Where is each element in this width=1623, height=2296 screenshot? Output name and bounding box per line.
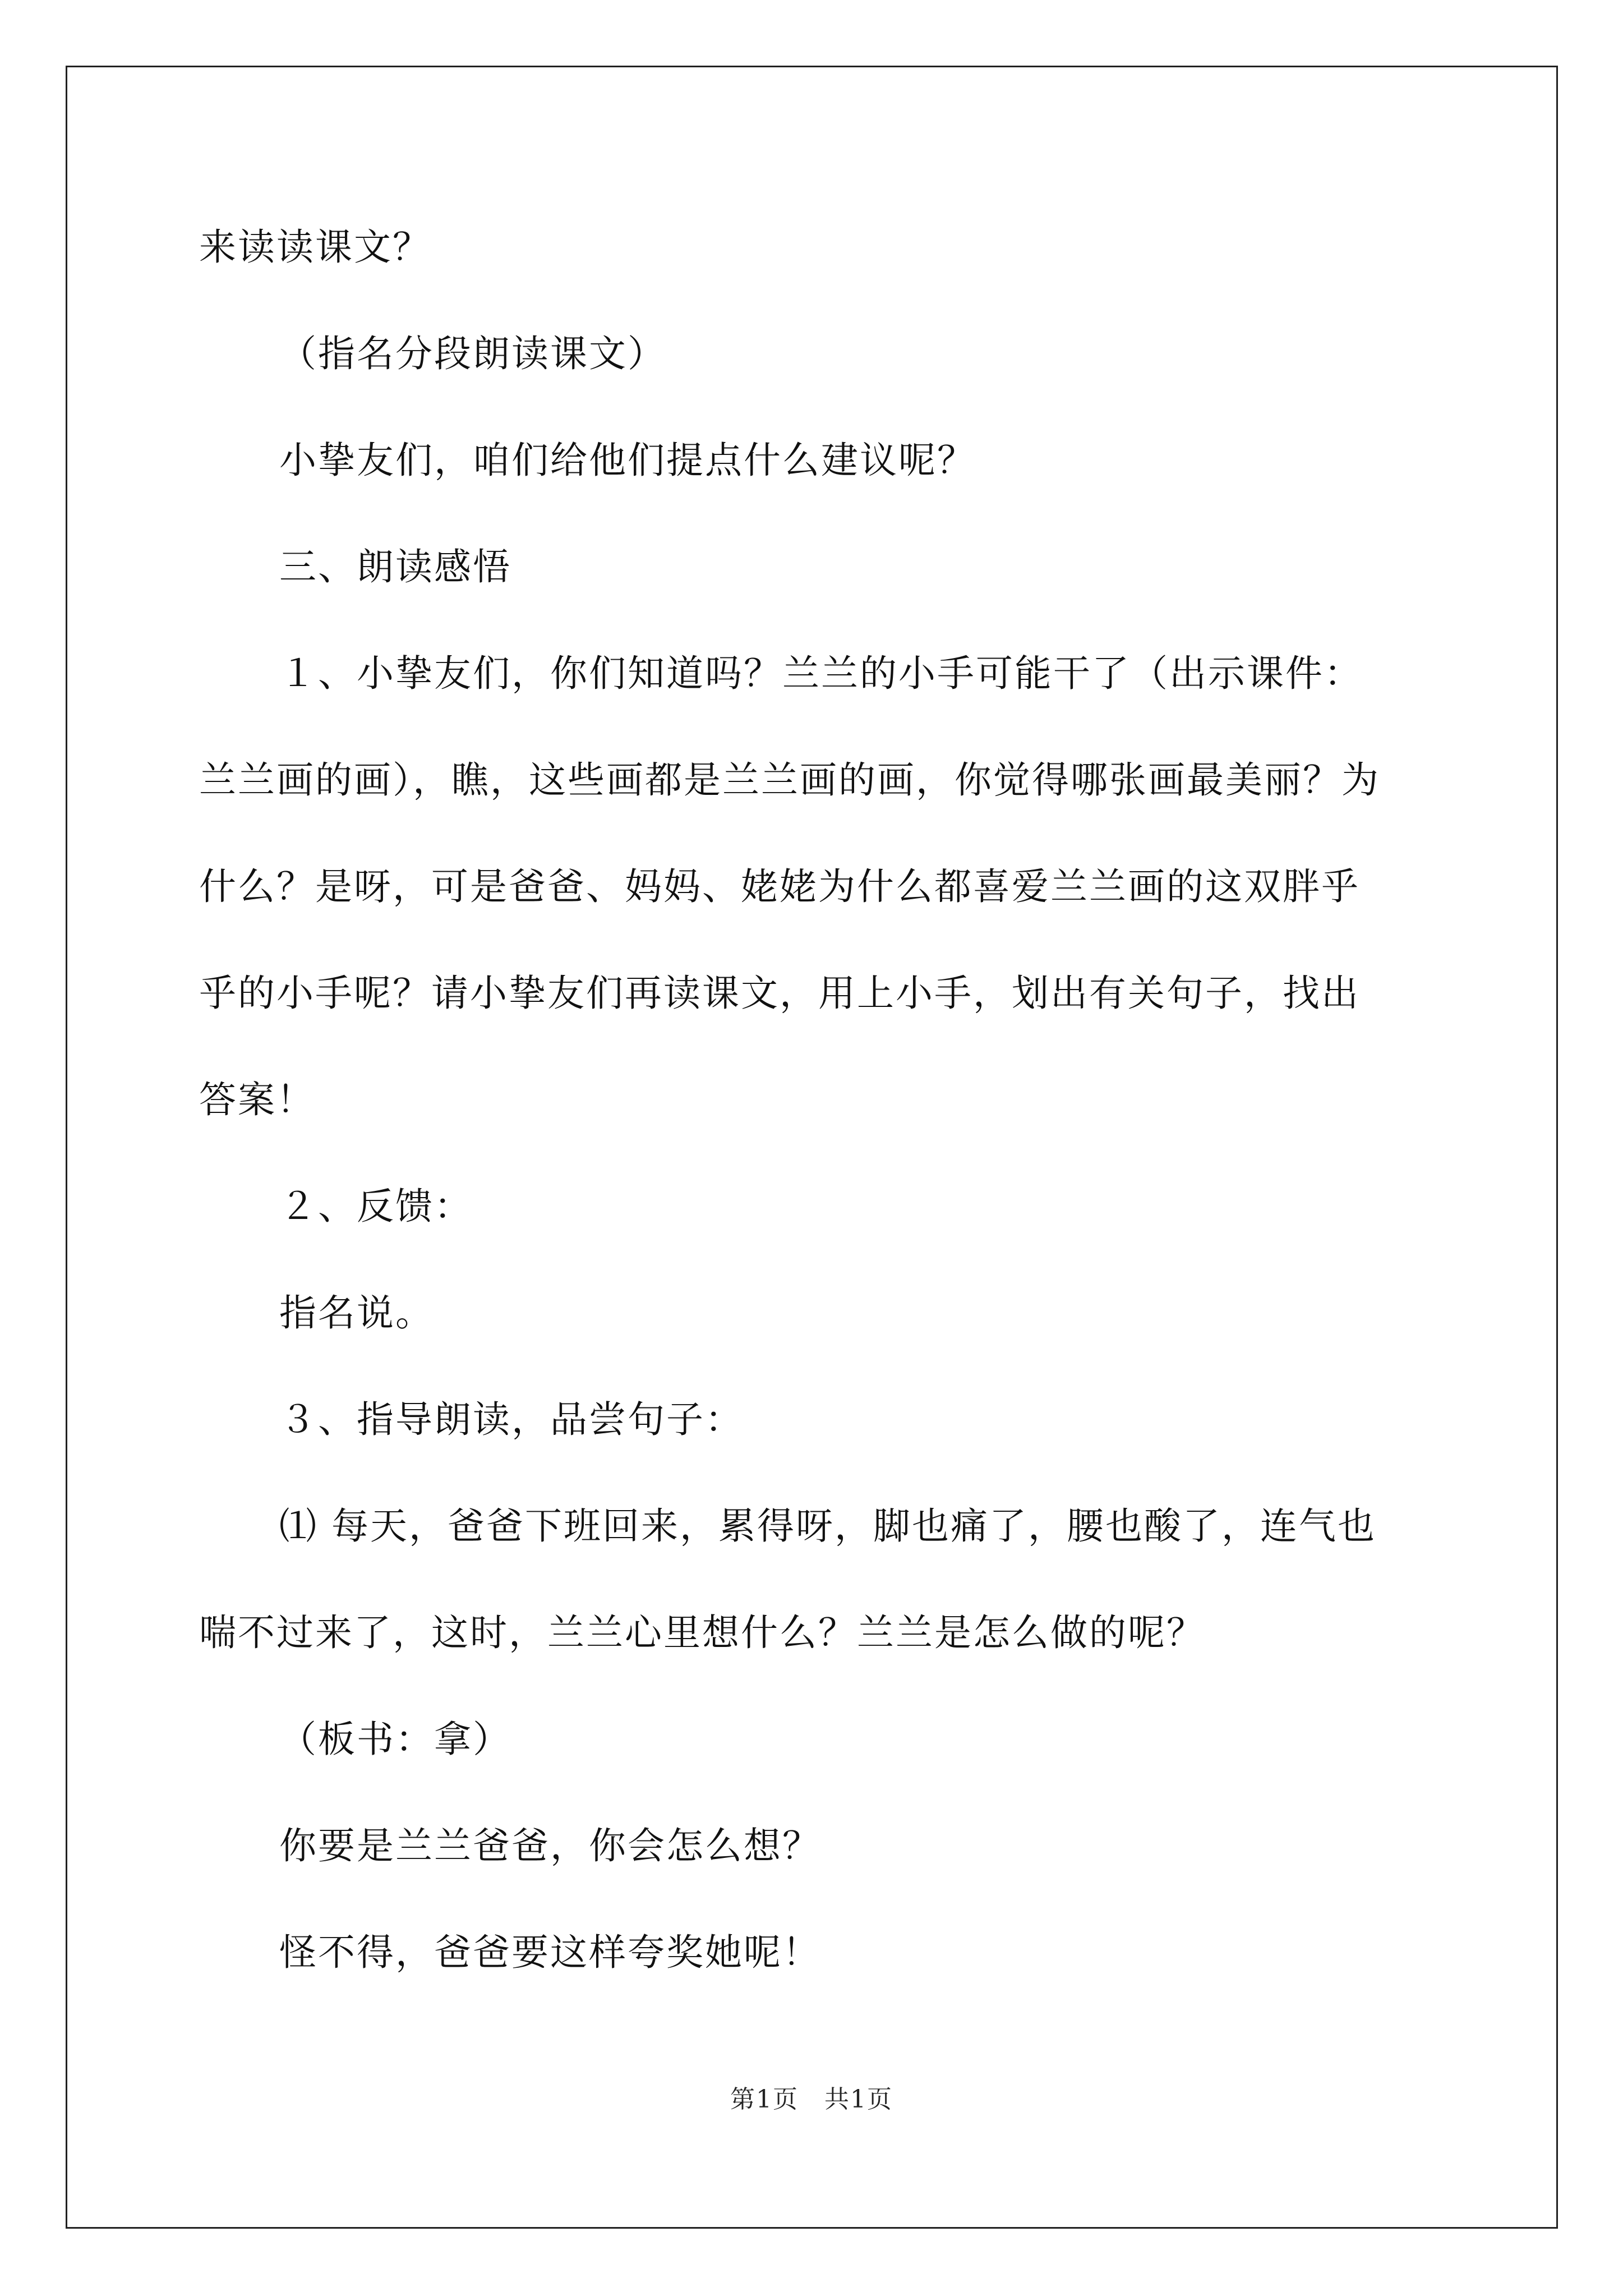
paragraph-line: ⑴ 每天，爸爸下班回来，累得呀，脚也痛了，腰也酸了，连气也 (279, 1504, 1376, 1548)
paragraph-line: （指名分段朗读课文） (279, 332, 666, 375)
paragraph-line: 怪不得，爸爸要这样夸奖她呢！ (279, 1931, 821, 1974)
paragraph-line: 什么？是呀，可是爸爸、妈妈、姥姥为什么都喜爱兰兰画的这双胖乎 (199, 865, 1360, 908)
paragraph-line: 来读读课文？ (199, 226, 431, 269)
paragraph-line: 兰兰画的画），瞧，这些画都是兰兰画的画，你觉得哪张画最美丽？为 (199, 758, 1380, 802)
paragraph-line: ３、指导朗读，品尝句子： (279, 1398, 744, 1441)
paragraph-line: 指名说。 (279, 1291, 434, 1335)
paragraph-line: 喘不过来了，这时，兰兰心里想什么？兰兰是怎么做的呢？ (199, 1611, 1205, 1654)
paragraph-line: ２、反馈： (279, 1185, 473, 1228)
paragraph-line: １、小挚友们，你们知道吗？兰兰的小手可能干了（出示课件： (279, 652, 1363, 695)
page-border (66, 66, 1558, 2229)
paragraph-line: （板书：拿） (279, 1718, 511, 1761)
paragraph-line: 乎的小手呢？请小挚友们再读课文，用上小手，划出有关句子，找出 (199, 972, 1360, 1015)
page-footer: 第1页 共1页 (730, 2085, 893, 2114)
paragraph-line: 你要是兰兰爸爸，你会怎么想？ (279, 1824, 821, 1867)
paragraph-line: 小挚友们，咱们给他们提点什么建议呢？ (279, 439, 976, 482)
section-heading: 三、朗读感悟 (279, 545, 511, 588)
paragraph-line: 答案！ (199, 1078, 315, 1121)
